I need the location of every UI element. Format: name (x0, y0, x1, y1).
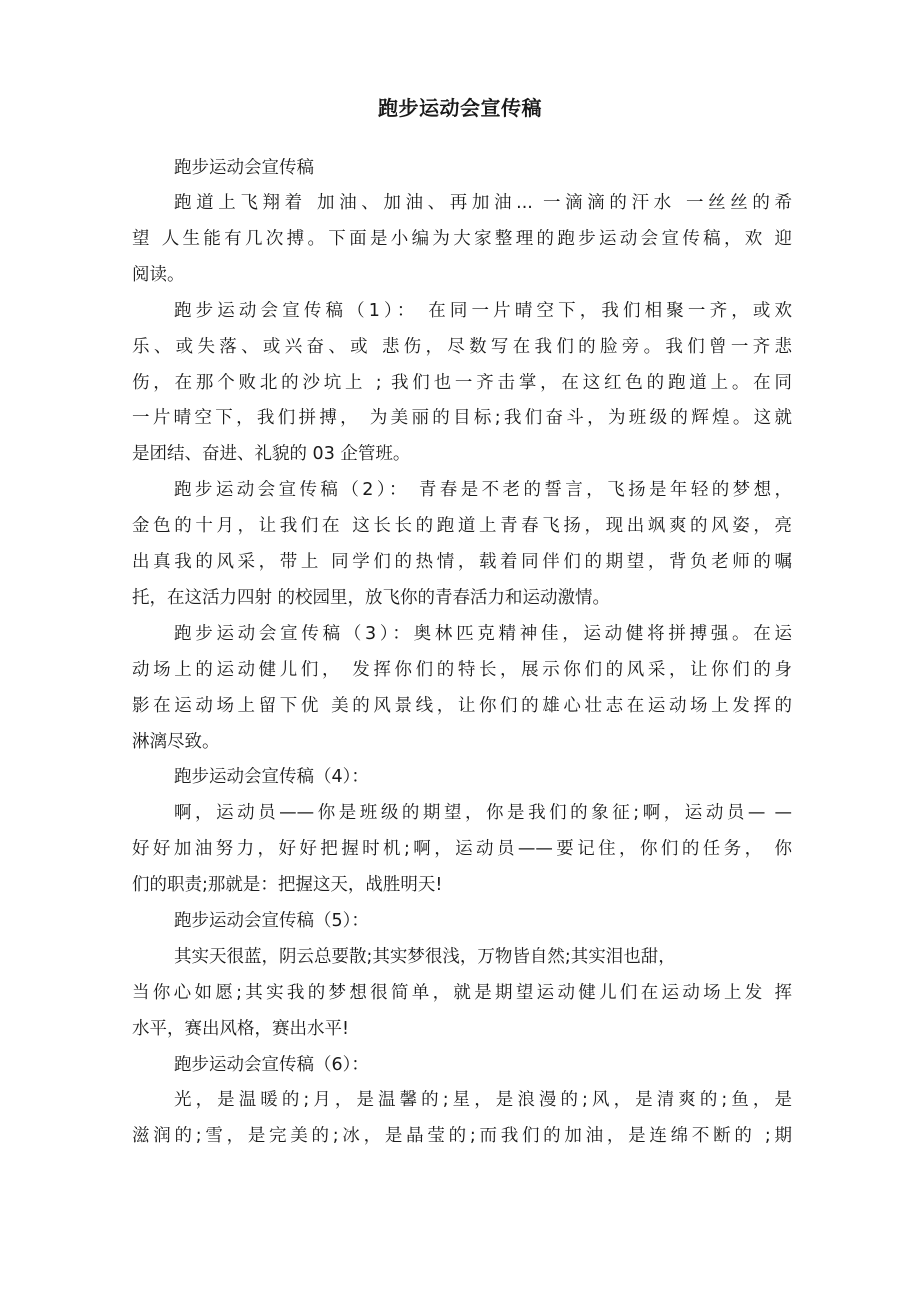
text-line: 是团结、奋进、礼貌的 03 企管班。 (132, 444, 411, 464)
text-line: 阅读。 (132, 265, 185, 285)
text-line: 伤，在那个败北的沙坑上 ; 我们也一齐击掌，在这红色的跑道上。在同 (132, 373, 792, 393)
text-line: 们的职责;那就是：把握这天，战胜明天! (132, 875, 443, 895)
text-line: 望 人生能有几次搏。下面是小编为大家整理的跑步运动会宣传稿，欢 迎 (132, 229, 792, 249)
text-line: 其实天很蓝，阴云总要散;其实梦很浅，万物皆自然;其实泪也甜， (174, 947, 676, 967)
text-line: 跑步运动会宣传稿（4）： (174, 767, 369, 787)
text-line: 一片晴空下，我们拼搏， 为美丽的目标;我们奋斗，为班级的辉煌。这就 (132, 408, 792, 428)
text-line: 滋润的;雪，是完美的;冰，是晶莹的;而我们的加油，是连绵不断的 ;期 (132, 1126, 792, 1146)
text-line: 淋漓尽致。 (132, 732, 220, 752)
text-line: 跑步运动会宣传稿（1）： 在同一片晴空下，我们相聚一齐，或欢 (174, 301, 792, 321)
text-line: 乐、或失落、或兴奋、或 悲伤，尽数写在我们的脸旁。我们曾一齐悲 (132, 337, 792, 357)
text-line: 动场上的运动健儿们， 发挥你们的特长，展示你们的风采，让你们的身 (132, 660, 792, 680)
text-line: 跑步运动会宣传稿（6）： (174, 1055, 369, 1075)
document-title: 跑步运动会宣传稿 (378, 96, 542, 120)
text-line: 跑步运动会宣传稿（2）： 青春是不老的誓言，飞扬是年轻的梦想， (174, 480, 792, 500)
text-line: 当你心如愿;其实我的梦想很简单，就是期望运动健儿们在运动场上发 挥 (132, 983, 792, 1003)
text-line: 出真我的风采，带上 同学们的热情，载着同伴们的期望，背负老师的嘱 (132, 552, 792, 572)
text-line: 跑步运动会宣传稿（3）：奥林匹克精神佳，运动健将拼搏强。在运 (174, 624, 792, 644)
text-line: 影在运动场上留下优 美的风景线，让你们的雄心壮志在运动场上发挥的 (132, 696, 792, 716)
text-line: 跑步运动会宣传稿 (174, 158, 314, 178)
text-line: 水平，赛出风格，赛出水平! (132, 1019, 350, 1039)
text-line: 金色的十月，让我们在 这长长的跑道上青春飞扬，现出飒爽的风姿，亮 (132, 516, 792, 536)
text-line: 托，在这活力四射 的校园里，放飞你的青春活力和运动激情。 (132, 588, 611, 608)
text-line: 跑道上飞翔着 加油、加油、再加油... 一滴滴的汗水 一丝丝的希 (174, 193, 792, 213)
text-line: 啊，运动员——你是班级的期望，你是我们的象征;啊，运动员— — (174, 803, 792, 823)
text-line: 跑步运动会宣传稿（5）： (174, 911, 369, 931)
text-line: 好好加油努力，好好把握时机;啊，运动员——要记住，你们的任务， 你 (132, 839, 792, 859)
text-line: 光，是温暖的;月，是温馨的;星，是浪漫的;风，是清爽的;鱼，是 (174, 1090, 792, 1110)
